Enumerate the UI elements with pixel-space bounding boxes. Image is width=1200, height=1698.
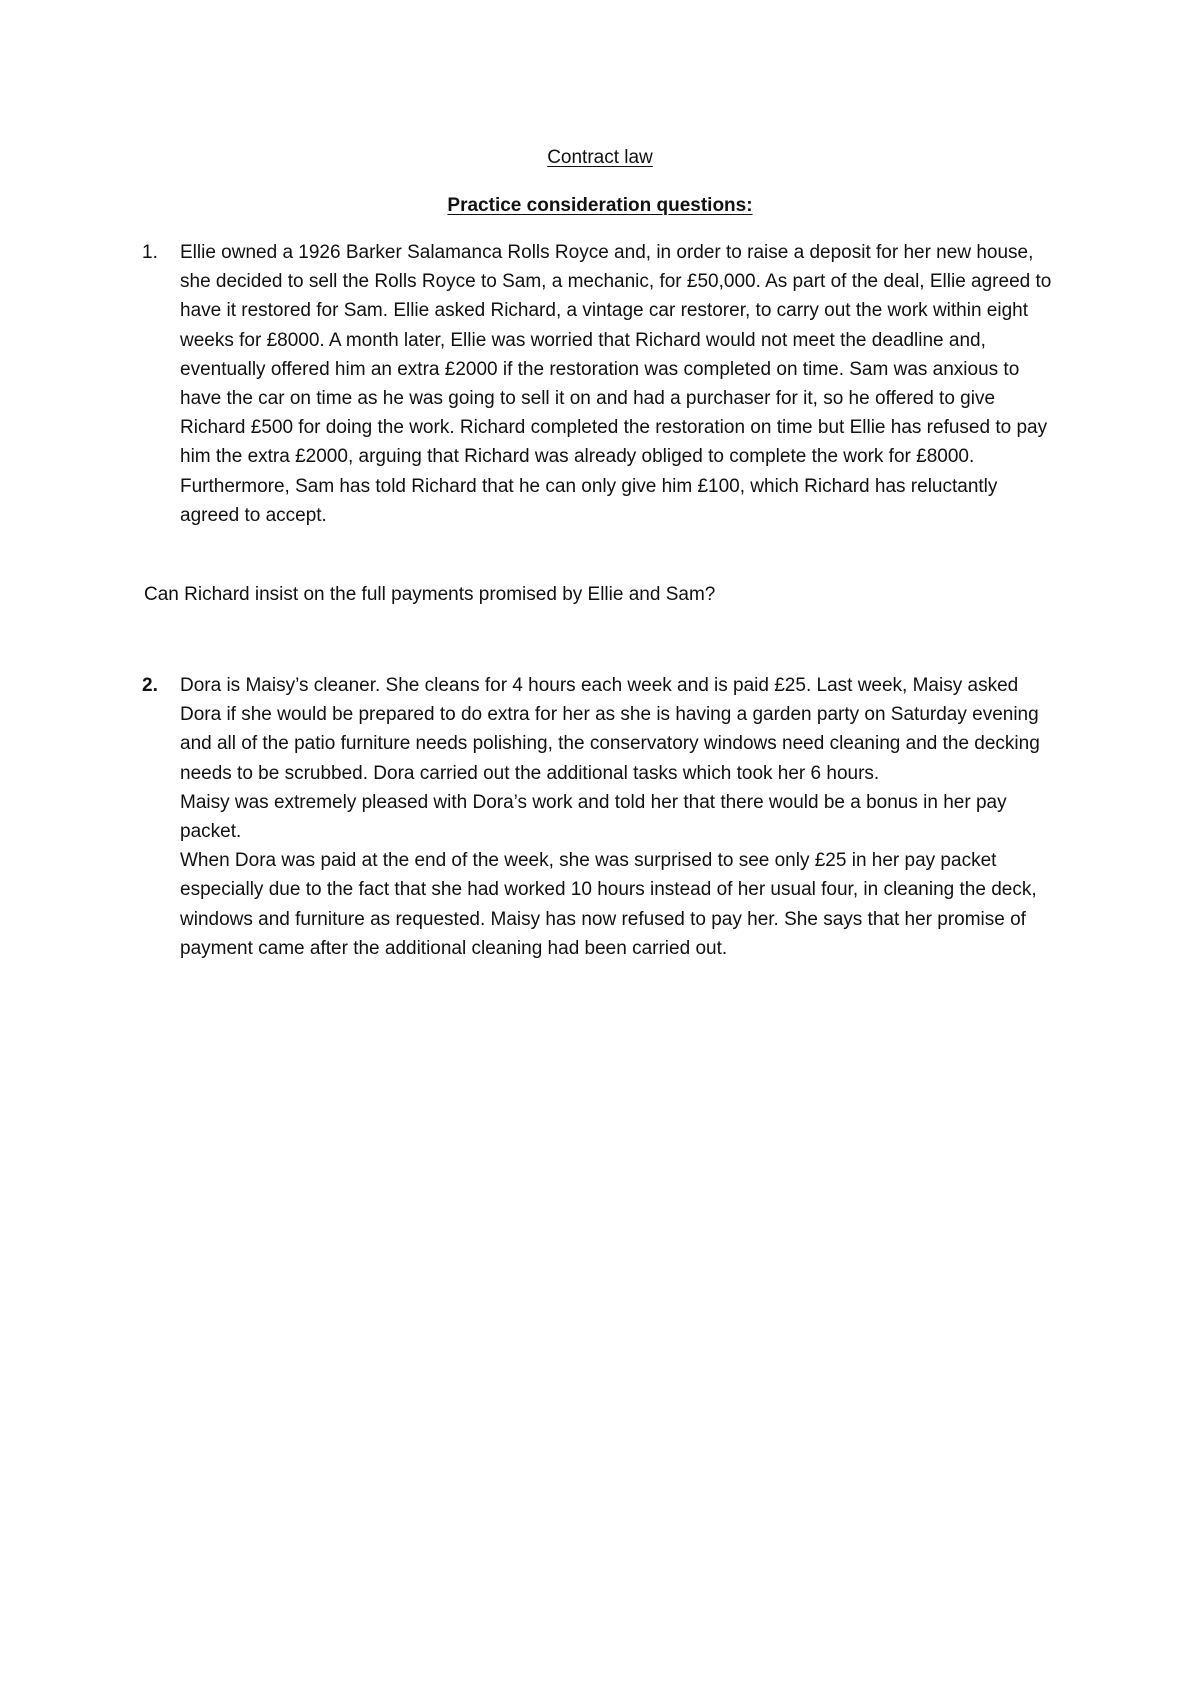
question-1-paragraph: Ellie owned a 1926 Barker Salamanca Rolls Royce and, in order to raise a deposit for her new house, she decided to sell the Rolls Royce to Sam, a mechanic, for £50,000. As part of the deal, Ellie agreed to have it restored for Sam. Ellie asked Richard, a vintage car restorer, to carry out the work within eight weeks for £8000. A month later, Ellie was worried that Richard would not meet the deadline and, eventually offered him an extra £2000 if the restoration was completed on time. Sam was anxious to have the car on time as he was going to sell it on and had a purchaser for it, so he offered to give Richard £500 for doing the work. Richard completed the restoration on time but Ellie has refused to pay him the extra £2000, arguing that Richard was already obliged to complete the work for £8000. Furthermore, Sam has told Richard that he can only give him £100, which Richard has reluctantly agreed to accept. (180, 242, 1052, 526)
question-2-paragraph-1: Dora is Maisy’s cleaner. She cleans for 4 hours each week and is paid £25. Last week, Maisy asked Dora if she would be prepared to do extra for her as she is having a garden party on Saturday evening and all of the patio furniture needs polishing, the conservatory windows need cleaning and the decking needs to be scrubbed. Dora carried out the additional tasks which took her 6 hours. (180, 675, 1040, 784)
document-subtitle: Practice consideration questions: (447, 195, 753, 216)
question-2-paragraph-3: When Dora was paid at the end of the week, she was surprised to see only £25 in her pay packet especially due to the fact that she had worked 10 hours instead of her usual four, in cleaning the deck, windows and furniture as requested. Maisy has now refused to pay her. She says that her promise of payment came after the additional cleaning had been carried out. (180, 850, 1037, 959)
question-1 (142, 238, 1060, 530)
question-1-prompt: Can Richard insist on the full payments promised by Ellie and Sam? (144, 584, 716, 605)
question-2-number: 2. (142, 675, 158, 696)
question-2-paragraph-2: Maisy was extremely pleased with Dora’s work and told her that there would be a bonus in her pay packet. (180, 791, 1007, 843)
question-1-number: 1. (142, 242, 158, 263)
question-2 (142, 671, 1060, 963)
document-title: Contract law (547, 147, 653, 168)
